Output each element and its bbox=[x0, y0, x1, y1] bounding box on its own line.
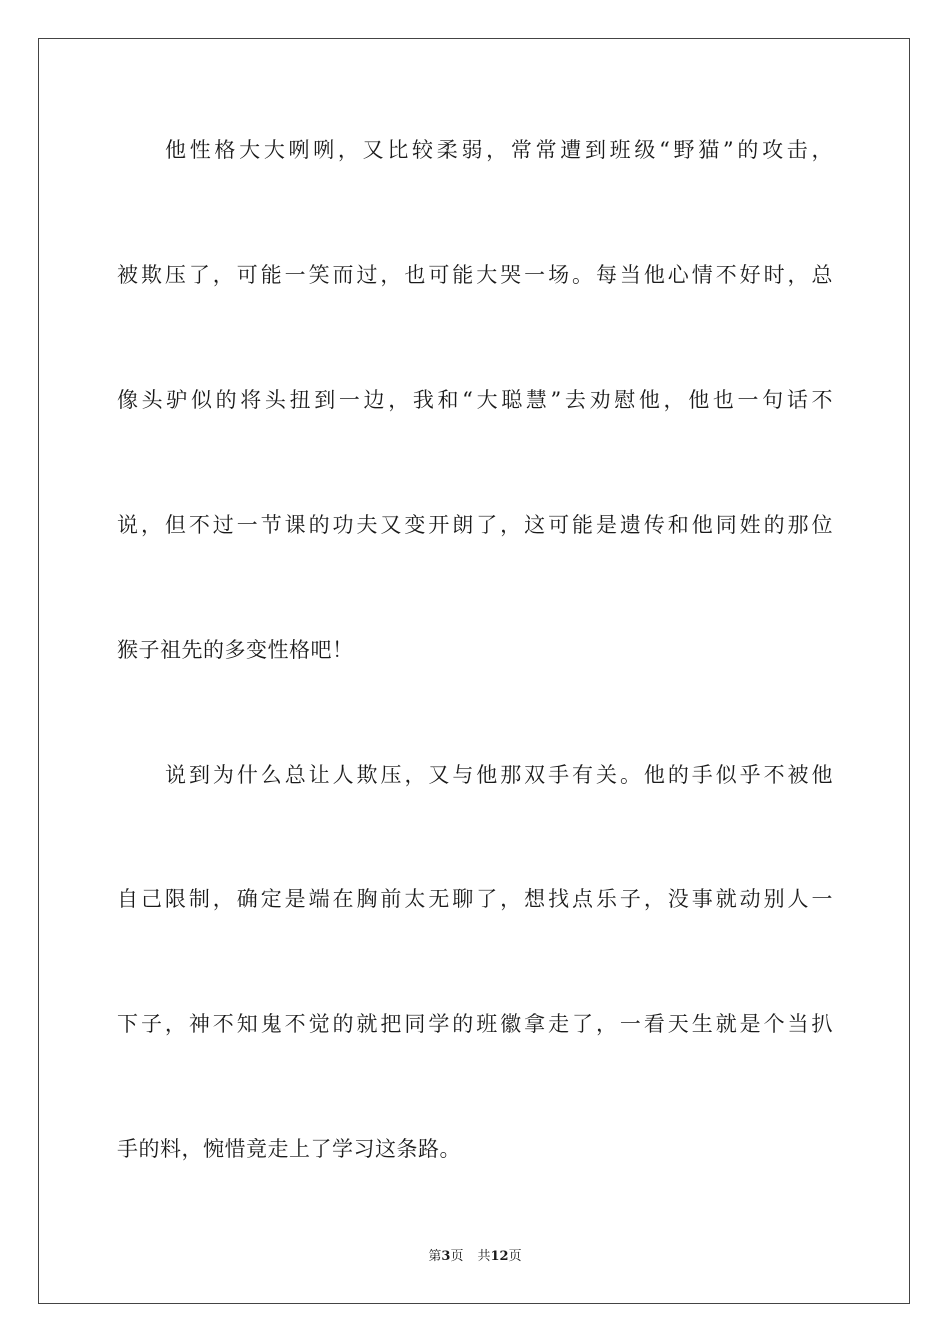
page-number: 3 bbox=[441, 1249, 451, 1264]
total-pages: 12 bbox=[490, 1249, 509, 1264]
page-suffix: 页 bbox=[450, 1249, 464, 1264]
paragraph-2-line-3: 下子，神不知鬼不觉的就把同学的班徽拿走了，一看天生就是个当扒 bbox=[117, 1012, 833, 1036]
page-prefix: 第 bbox=[428, 1249, 442, 1264]
page-footer bbox=[0, 1248, 950, 1266]
total-prefix: 共 bbox=[477, 1249, 491, 1264]
page-border bbox=[38, 38, 910, 1304]
paragraph-1-line-5: 猴子祖先的多变性格吧！ bbox=[117, 638, 354, 662]
paragraph-2-line-2: 自己限制，确定是端在胸前太无聊了，想找点乐子，没事就动别人一 bbox=[117, 887, 833, 911]
paragraph-1-line-2: 被欺压了，可能一笑而过，也可能大哭一场。每当他心情不好时，总 bbox=[117, 263, 833, 287]
paragraph-1-line-4: 说，但不过一节课的功夫又变开朗了，这可能是遗传和他同姓的那位 bbox=[117, 513, 833, 537]
paragraph-2-line-4: 手的料，惋惜竟走上了学习这条路。 bbox=[117, 1137, 461, 1161]
paragraph-2-line-1: 说到为什么总让人欺压，又与他那双手有关。他的手似乎不被他 bbox=[165, 763, 833, 787]
paragraph-1-line-3: 像头驴似的将头扭到一边，我和“大聪慧”去劝慰他，他也一句话不 bbox=[117, 388, 833, 412]
total-suffix: 页 bbox=[508, 1249, 522, 1264]
paragraph-1-line-1: 他性格大大咧咧，又比较柔弱，常常遭到班级“野猫”的攻击， bbox=[165, 138, 833, 162]
